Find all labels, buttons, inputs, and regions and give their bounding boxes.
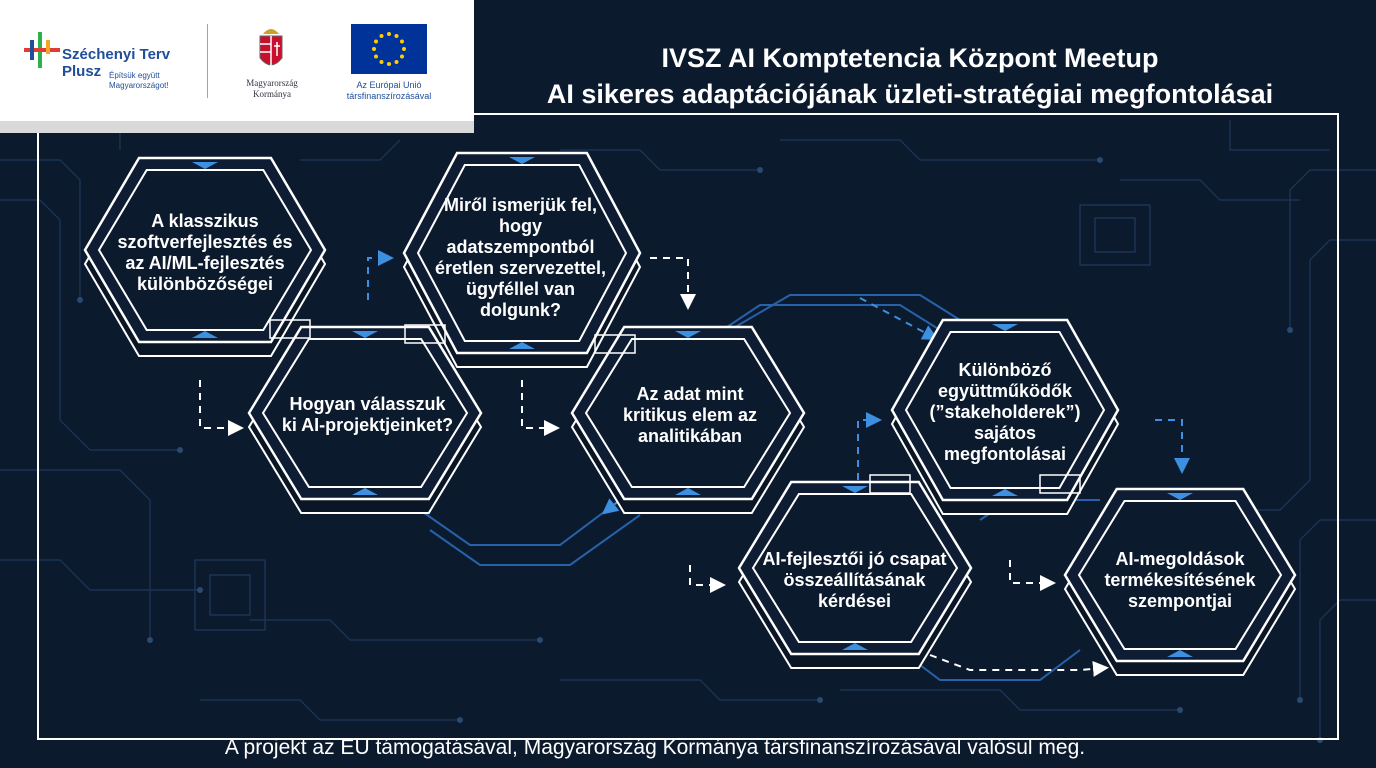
node-label-4: Az adat mint kritikus elem az analitikában	[622, 383, 758, 446]
hungarian-coat-of-arms-icon	[256, 24, 286, 76]
szechenyi-plus-logo-icon	[22, 30, 62, 70]
title-line-2: AI sikeres adaptációjának üzleti-stratégiai megfontolásai	[546, 79, 1274, 109]
footer-funding-note: A projekt az EU támogatásával, Magyarország Kormánya társfinanszírozásával valósul meg.	[224, 736, 1086, 759]
logo-panel	[0, 0, 474, 133]
logo-panel-stripe	[0, 121, 474, 133]
page-title	[480, 40, 1340, 112]
node-label-7: AI-megoldások termékesítésének szempontjai	[1104, 548, 1256, 611]
node-label-3: Miről ismerjük fel, hogy adatszempontból éretlen szervezettel, ügyféllel van dolgunk?	[434, 195, 607, 320]
logo-divider	[207, 24, 208, 98]
node-label-1: A klasszikus szoftverfejlesztés és az AI/ML-fejlesztés különbözőségei	[117, 211, 293, 294]
node-label-5: AI-fejlesztői jó csapat összeállításának kérdései	[762, 548, 947, 611]
node-label-2: Hogyan válasszuk ki AI-projektjeinket?	[281, 394, 454, 435]
szechenyi-logo-tagline: Építsük együtt Magyarországot!	[109, 71, 169, 90]
title-line-1: IVSZ AI Komptetencia Központ Meetup	[661, 43, 1159, 73]
eu-logo-text: Az Európai Unió társfinanszírozásával	[346, 80, 432, 101]
node-label-6: Különböző együttműködők (”stakeholderek”) sajátos megfontolásai	[929, 359, 1081, 464]
szechenyi-logo-title: Széchenyi Terv Plusz	[62, 46, 171, 80]
eu-flag-icon	[351, 24, 427, 74]
government-logo-text: Magyarország Kormánya	[246, 78, 298, 99]
